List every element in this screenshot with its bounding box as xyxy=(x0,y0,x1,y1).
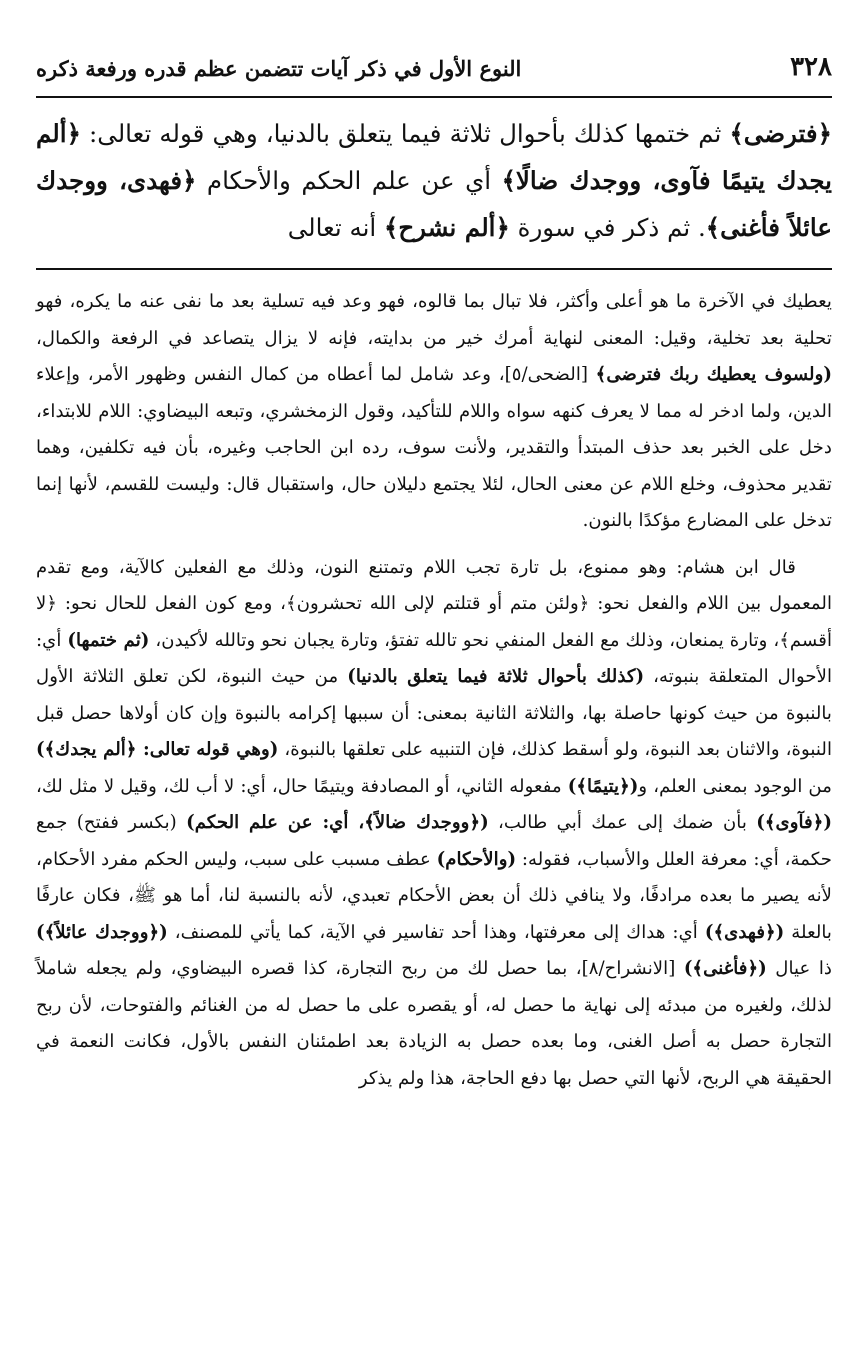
page-number: ٣٢٨ xyxy=(790,52,832,82)
text-run: قال ابن هشام: وهو ممنوع، بل تارة تجب اللام وتمتنع النون، وذلك مع الفعلين كالآية، ومع تقدم المعمول بين اللام والفعل نحو: ﴿ولئن متم أو قتلتم لإلى الله تحشرون﴾، ومع كون الفعل للحال نحو: ﴿لا أقسم﴾، وتارة يمنعان، وذلك مع الفعل المنفي نحو تالله تفتؤ، وتارة يجبان نحو وتالله لأكيدن، xyxy=(36,556,833,651)
bold-quote: (كذلك بأحوال ثلاثة فيما يتعلق بالدنيا) xyxy=(347,666,645,687)
text-run: أنه تعالى xyxy=(287,213,385,242)
running-title: النوع الأول في ذكر آيات تتضمن عظم قدره ورفعة ذكره xyxy=(36,56,522,81)
main-text xyxy=(36,110,832,251)
bold-quote: (وهي قوله تعالى: ﴿ألم يجدك﴾) xyxy=(36,739,279,760)
quran-quote: ﴿ألم يجدك يتيمًا فآوى، ووجدك ضالًا﴾ xyxy=(36,119,833,195)
text-run: [الانشراح/٨]، بما حصل لك من ربح التجارة، كذا قصره البيضاوي، ولم يجعله شاملاً لذلك، ولغيره من مبدئه إلى نهاية ما حصل له، أو يقصره على ما حصل له من الغنائم والفتوحات، لأن ربح التجارة حصل به أصل الغنى، وما بعده حصل به الزيادة بعد اطمئنان النفس بالأول، فكانت النعمة في الحقيقة هي الربح، لأنها التي حصل بها دفع الحاجة، هذا ولم يذكر xyxy=(36,958,832,1089)
bold-quote: (﴿فآوى﴾) xyxy=(756,812,833,833)
text-run: مفعوله الثاني، أو المصادفة ويتيمًا حال، أي: لا أب لك، وقيل لا مثل لك، xyxy=(36,775,568,797)
text-run: أي عن علم الحكم والأحكام xyxy=(196,166,502,195)
bold-quote: (﴿فأغنى﴾) xyxy=(683,958,767,979)
commentary-paragraph xyxy=(36,550,832,1098)
text-run: من حيث النبوة، لكن تعلق الثلاثة الأول بالنبوة من حيث كونها حاصلة بها، والثلاثة الثانية بمعنى: أن سببها إكرامه بالنبوة وإن كان أولاها حصل قبل النبوة، والاثنان بعد النبوة، ولو أسقط كذلك، فإن التنبيه على تعلقها بالنبوة، xyxy=(36,666,832,760)
text-run: من الوجود بمعنى العلم، و xyxy=(638,775,832,797)
commentary-text xyxy=(36,284,832,1097)
page-header xyxy=(36,50,832,98)
text-run: . ثم ذكر في سورة xyxy=(509,213,706,242)
text-run: (بكسر ففتح) جمع حكمة، أي: معرفة العلل والأسباب، فقوله: xyxy=(36,812,832,870)
bold-quote: (﴿ووجدك ضالاً﴾، أي: عن علم الحكم) xyxy=(186,812,489,833)
commentary-paragraph xyxy=(36,284,832,540)
text-run: ذا عيال xyxy=(766,958,832,979)
text-run: أي: الأحوال المتعلقة بنبوته، xyxy=(36,629,833,687)
quran-quote: ﴿فهدى، ووجدك عائلاً فأغنى﴾ xyxy=(36,166,832,242)
bold-quote: (﴿ووجدك عائلاً﴾) xyxy=(36,921,168,943)
text-run: أي: هداك إلى معرفتها، وهذا أحد تفاسير في الآية، كما يأتي للمصنف، xyxy=(167,921,705,943)
text-run: ثم ختمها كذلك بأحوال ثلاثة فيما يتعلق بالدنيا، وهي قوله تعالى: xyxy=(80,119,730,148)
text-run: يعطيك في الآخرة ما هو أعلى وأكثر، فلا تبال بما قالوه، فهو وعد فيه تسلية بعد ما نفى عنه ما يكره، فهو تحلية بعد تخلية، وقيل: المعنى لنهاية أمرك خير من بدايته، فإنه لا يزال يتصاعد في الرفعة والكمال، xyxy=(36,291,832,349)
bold-quote: (﴿فهدى﴾) xyxy=(704,921,785,943)
main-text-paragraph xyxy=(36,110,832,251)
bold-quote: (ولسوف يعطيك ربك فترضى﴾ xyxy=(595,364,832,385)
quran-quote: ﴿ألم نشرح﴾ xyxy=(384,213,510,242)
quran-quote: ﴿فترضى﴾ xyxy=(729,119,832,148)
bold-quote: (ثم ختمها) xyxy=(67,629,150,651)
text-run: [الضحى/٥]، وعد شامل لما أعطاه من كمال النفس وظهور الأمر، وإعلاء الدين، ولما ادخر له مما لا يعرف كنهه سواه واللام للتأكيد، وقول الزمخشري، وتبعه البيضاوي: اللام للابتداء، دخل على الخبر بعد حذف المبتدأ والتقدير، ولأنت سوف، رده ابن الحاجب وغيره، بأن فيه تكلفين، وهما تقدير محذوف، وخلع اللام عن معنى الحال، لئلا يجتمع دليلان حال، واستقبال قال: وليست للقسم، لأنها إنما تدخل على المضارع مؤكدًا بالنون. xyxy=(36,364,832,531)
footnote-separator xyxy=(36,268,832,270)
bold-quote: (والأحكام) xyxy=(436,848,517,870)
text-run: عطف مسبب على سبب، وليس الحكم مفرد الأحكام، لأنه يصير ما بعده مرادفًا، ولا ينافي ذلك أن بعض الأحكام تعبدي، لأنه بالنسبة لنا، أما هو ﷺ، فكان عارفًا بالعلة xyxy=(36,848,833,943)
bold-quote: (﴿يتيمًا﴾) xyxy=(567,775,639,797)
text-run: بأن ضمك إلى عمك أبي طالب، xyxy=(488,812,757,833)
